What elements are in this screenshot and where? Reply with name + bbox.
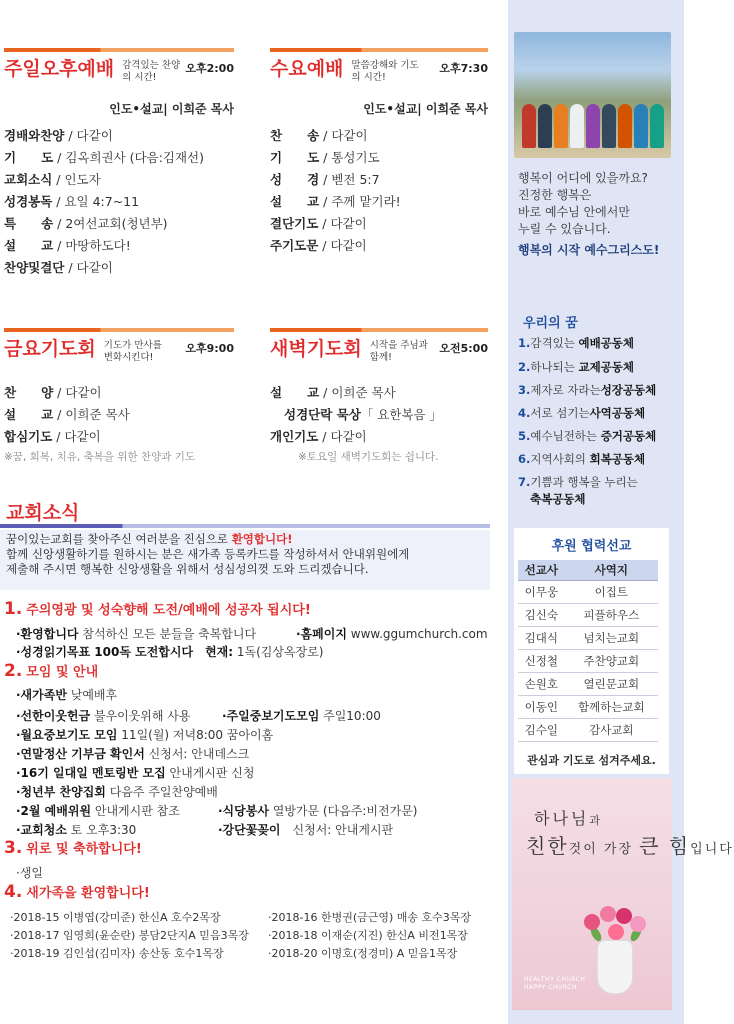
service-desc: 기도가 만사를 변화시킨다! <box>103 340 162 363</box>
order-row: 설 교 / 주께 맡기라! <box>270 194 401 209</box>
dream-item: 5.예수님전하는 증거공동체 <box>518 429 657 443</box>
section-bar <box>270 328 488 332</box>
happiness-message: 행복이 어디에 있을까요? 진정한 행복은 바로 예수님 안에서만 누릴 수 있습니다. 행복의 시작 예수그리스도! <box>518 171 660 257</box>
news-section-1: 1. 주의영광 및 성숙향해 도전/예배에 성공자 됩시다! <box>4 599 311 619</box>
service-time: 오후9:00 <box>185 342 234 355</box>
service-note: ※꿈, 회복, 치유, 축복을 위한 찬양과 기도 <box>4 451 195 463</box>
service-name: 금요기도회 <box>4 338 96 360</box>
news-bar <box>0 524 490 528</box>
wednesday-service-block <box>270 48 488 257</box>
news-item: ·선한이웃헌금 불우이웃위해 사용 <box>16 709 191 723</box>
order-row: 기 도 / 김옥희권사 (다음:김재선) <box>4 150 205 165</box>
order-row: 성경봉독 / 요일 4:7~11 <box>4 194 140 209</box>
order-row: 찬양및결단 / 다같이 <box>4 260 113 275</box>
news-item: ·연말정산 기부금 확인서 신청서: 안내데스크 <box>16 747 250 761</box>
new-family-item: ·2018-17 임영희(윤순란) 봉담2단지A 믿음3목장 <box>10 929 249 942</box>
section-bar <box>4 48 234 52</box>
order-row: 찬 양 / 다같이 <box>4 385 102 400</box>
news-item: ·새가족반 낮예배후 <box>16 688 118 702</box>
service-desc: 말씀강해와 기도의 시간! <box>351 60 419 83</box>
order-row: 합심기도 / 다같이 <box>4 429 101 444</box>
table-row: 김신숙 피플하우스 <box>518 603 658 626</box>
service-desc: 시작을 주님과 함께! <box>369 340 428 363</box>
news-section-2: 2. 모임 및 안내 <box>4 661 99 681</box>
dream-item: 3.제자로 자라는성장공동체 <box>518 383 657 397</box>
service-name: 새벽기도회 <box>270 338 362 360</box>
section-bar <box>270 48 488 52</box>
table-row: 신정철 주찬양교회 <box>518 649 658 672</box>
flower-icon <box>584 914 600 930</box>
news-section-4: 4. 새가족을 환영합니다! <box>4 882 150 902</box>
new-family-item: ·2018-16 한병권(금근영) 매송 호수3목장 <box>268 911 472 924</box>
service-leader: 인도•설교| 이희준 목사 <box>109 102 234 116</box>
news-item: ·환영합니다 참석하신 모든 분들을 축복합니다 <box>16 627 257 641</box>
news-item: ·강단꽃꽂이 신청서: 안내게시판 <box>218 823 394 837</box>
dream-item: 4.서로 섬기는사역공동체 <box>518 406 646 420</box>
mission-table: 선교사 사역지 이무웅 이집트 김신숙 피플하우스 김대식 넘치는교회 신정철 주찬양교회 손원호 열린문교회 이동인 함께하는교회 김수일 감사교회 <box>518 560 658 742</box>
dream-title: 우리의 꿈 <box>523 316 578 331</box>
new-family-item: ·2018-20 이명호(정경미) A 믿음1목장 <box>268 947 458 960</box>
table-row: 이동인 함께하는교회 <box>518 695 658 718</box>
dream-item: 7.기쁨과 행복을 누리는 <box>518 475 638 489</box>
news-item: ·홈페이지 www.ggumchurch.com <box>296 627 488 641</box>
flower-icon <box>600 906 616 922</box>
flower-icon <box>608 924 624 940</box>
news-item: ·식당봉사 열방가문 (다음주:비전가문) <box>218 804 418 818</box>
quote-line-1: 하나님과 <box>534 809 604 828</box>
order-row: 설 교 / 이희준 목사 <box>270 385 396 400</box>
order-row: 성경단락 묵상「 요한복음 」 <box>284 407 443 422</box>
news-item: ·2월 예배위원 안내게시판 참조 <box>16 804 180 818</box>
dawn-service-block <box>270 328 488 466</box>
news-title: 교회소식 <box>6 502 80 524</box>
service-name: 수요예배 <box>270 58 344 80</box>
table-row: 김수일 감사교회 <box>518 718 658 741</box>
order-row: 설 교 / 이희준 목사 <box>4 407 130 422</box>
news-section-3: 3. 위로 및 축하합니다! <box>4 838 142 858</box>
order-row: 경배와찬양 / 다같이 <box>4 128 113 143</box>
table-row: 손원호 열린문교회 <box>518 672 658 695</box>
quote-line-2: 친한것이 가장 큰 힘입니다 <box>526 834 734 858</box>
quote-card <box>512 778 734 1010</box>
order-row: 찬 송 / 다같이 <box>270 128 368 143</box>
dream-item: 2.하나되는 교제공동체 <box>518 360 635 374</box>
news-item: ·성경읽기목표 100독 도전합시다 현재: 1독(김상옥장로) <box>16 645 324 659</box>
section-bar <box>4 328 234 332</box>
news-item: ·주일중보기도모임 주일10:00 <box>222 709 381 723</box>
news-item: ·청년부 찬양집회 다음주 주일찬양예배 <box>16 785 218 799</box>
mission-footer: 관심과 기도로 섬겨주세요. <box>527 754 656 767</box>
friday-service-block <box>4 328 234 466</box>
dream-item-continued: 축복공동체 <box>530 492 586 506</box>
new-family-item: ·2018-15 이병엽(강미준) 한신A 호수2목장 <box>10 911 221 924</box>
table-row: 이무웅 이집트 <box>518 580 658 603</box>
service-name: 주일오후예배 <box>4 58 115 80</box>
card-caption: HEALTHY CHURCH HAPPY CHURCH <box>524 976 586 991</box>
service-leader: 인도•설교| 이희준 목사 <box>363 102 488 116</box>
order-row: 교회소식 / 인도자 <box>4 172 101 187</box>
order-row: 결단기도 / 다같이 <box>270 216 367 231</box>
service-time: 오후2:00 <box>185 62 234 75</box>
group-photo <box>514 32 671 158</box>
news-item: ·16기 일대일 멘토링반 모집 안내게시판 신청 <box>16 766 255 780</box>
mission-title: 후원 협력선교 <box>551 539 632 554</box>
order-row: 특 송 / 2여선교회(청년부) <box>4 216 168 231</box>
news-item: ·생일 <box>16 866 43 880</box>
vase-icon <box>597 940 633 994</box>
service-desc: 감격있는 찬양의 시간! <box>122 60 181 83</box>
order-row: 성 경 / 벧전 5:7 <box>270 172 380 187</box>
order-row: 주기도문 / 다같이 <box>270 238 367 253</box>
service-time: 오후7:30 <box>439 62 488 75</box>
table-row: 김대식 넘치는교회 <box>518 626 658 649</box>
order-row: 설 교 / 마땅하도다! <box>4 238 131 253</box>
order-row: 기 도 / 통성기도 <box>270 150 380 165</box>
dream-item: 6.지역사회의 회복공동체 <box>518 452 646 466</box>
news-item: ·월요중보기도 모임 11일(월) 저녁8:00 꿈아이홈 <box>16 728 274 742</box>
sunday-service-block <box>4 48 234 279</box>
new-family-item: ·2018-18 이재순(지진) 한신A 비전1목장 <box>268 929 468 942</box>
news-item: ·교회청소 토 오후3:30 <box>16 823 137 837</box>
flower-icon <box>630 916 646 932</box>
service-time: 오전5:00 <box>439 342 488 355</box>
welcome-message: 꿈이있는교회를 찾아주신 여러분을 진심으로 환영합니다! 함께 신앙생활하기를 원하시는 분은 새가족 등록카드를 작성하셔서 안내위원에게 제출해 주시면 행복한 신앙생활을 위해서 성심성의껏 도와 드리겠습니다. <box>6 532 410 576</box>
new-family-item: ·2018-19 김인섭(김미자) 송산동 호수1목장 <box>10 947 224 960</box>
order-row: 개인기도 / 다같이 <box>270 429 367 444</box>
dream-item: 1.감격있는 예배공동체 <box>518 336 635 350</box>
service-note: ※토요일 새벽기도회는 쉽니다. <box>298 451 439 463</box>
